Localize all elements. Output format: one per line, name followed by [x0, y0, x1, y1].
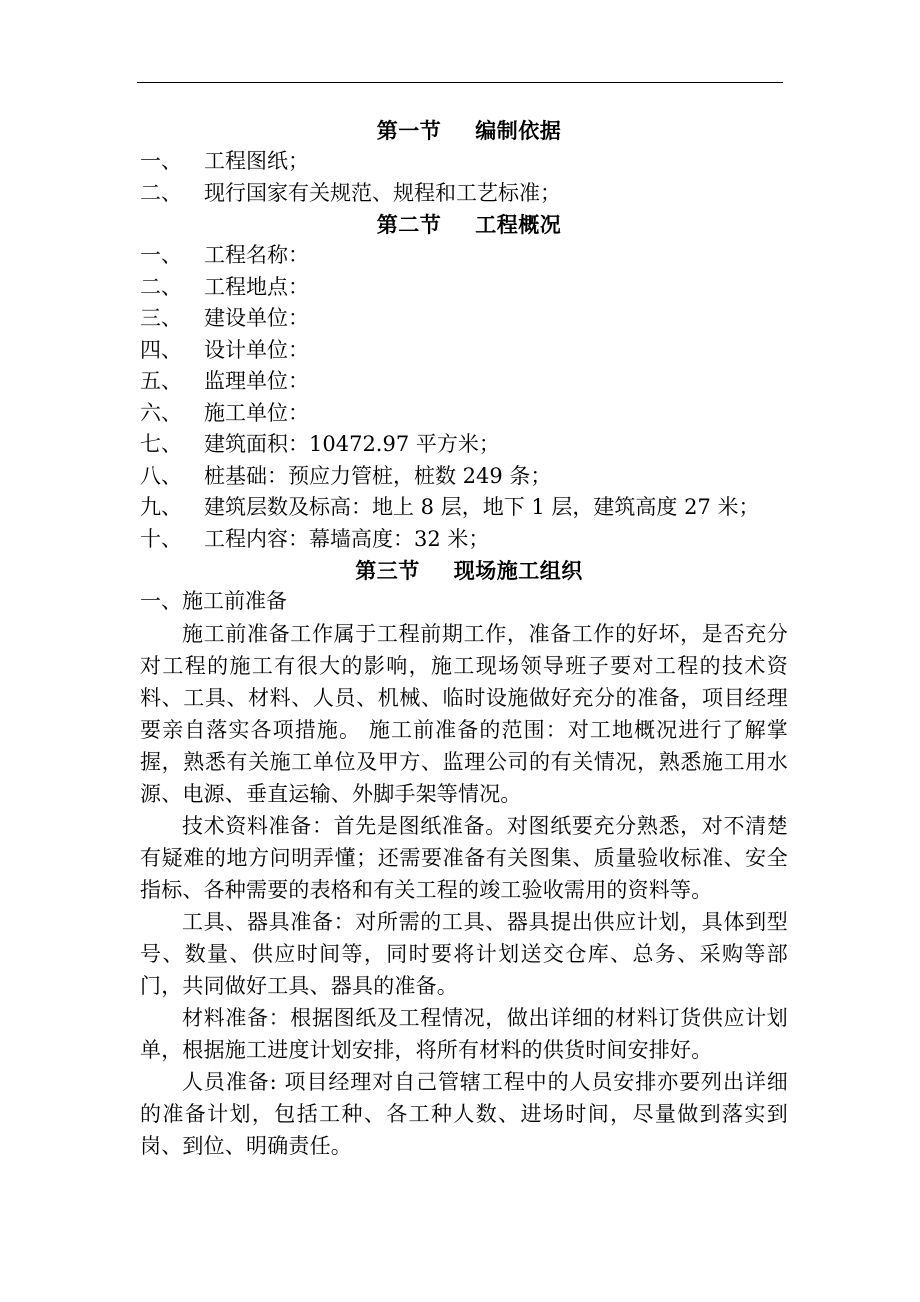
list-item-text: 工程地点： [204, 274, 309, 299]
section-1-number: 第一节 [376, 118, 442, 143]
section-3-heading [150, 555, 788, 586]
section-3-number: 第三节 [355, 558, 420, 583]
list-item-number: 三、 [140, 306, 182, 330]
list-item-number: 九、 [140, 495, 182, 519]
section-1-title: 编制依据 [475, 118, 562, 143]
list-item [140, 492, 788, 524]
document-body [140, 115, 788, 1162]
list-item-number: 六、 [140, 400, 182, 425]
list-item-text: 现行国家有关规范、规程和工艺标准； [204, 180, 561, 205]
list-item-number: 二、 [140, 180, 182, 205]
list-item-number: 二、 [140, 274, 182, 299]
paragraph: 技术资料准备：首先是图纸准备。对图纸要充分熟悉，对不清楚有疑难的地方问明弄懂；还需要准备有关图集、质量验收标准、安全指标、各种需要的表格和有关工程的竣工验收需用的资料等。 [140, 813, 788, 902]
list-item [140, 429, 788, 461]
list-item-number: 五、 [140, 369, 182, 393]
list-item-text: 建设单位： [204, 306, 309, 330]
list-item-text: 监理单位： [204, 369, 309, 393]
paragraph: 工具、器具准备：对所需的工具、器具提出供应计划，具体到型号、数量、供应时间等，同时要将计划送交仓库、总务、采购等部门，共同做好工具、器具的准备。 [140, 909, 788, 998]
list-item [140, 461, 788, 493]
list-item-text: 工程内容：幕墙高度：32 米； [204, 526, 490, 551]
list-item [140, 366, 788, 398]
list-item-text: 设计单位： [204, 337, 309, 362]
section-3-title: 现场施工组织 [453, 558, 583, 583]
list-item [140, 303, 788, 335]
section-1-heading [150, 115, 788, 146]
header-rule [137, 82, 783, 83]
list-item [140, 240, 788, 272]
list-item [140, 398, 788, 430]
list-item [140, 524, 788, 556]
subheading: 一、施工前准备 [140, 589, 287, 613]
list-item-number: 四、 [140, 337, 182, 362]
paragraph: 人员准备: 项目经理对自己管辖工程中的人员安排亦要列出详细的准备计划，包括工种、各工种人数、进场时间，尽量做到落实到岗、到位、明确责任。 [140, 1069, 788, 1158]
list-item-text: 桩基础：预应力管桩，桩数 249 条； [204, 463, 552, 488]
paragraph: 施工前准备工作属于工程前期工作，准备工作的好坏，是否充分对工程的施工有很大的影响，施工现场领导班子要对工程的技术资料、工具、材料、人员、机械、临时设施做好充分的准备，项目经理要亲自落实各项措施。 施工前准备的范围：对工地概况进行了解掌握，熟悉有关施工单位及甲方、监理公司的有关情况，熟悉施工用水源、电源、垂直运输、外脚手架等情况。 [140, 621, 788, 806]
list-item-number: 一、 [140, 243, 182, 267]
list-item [140, 272, 788, 304]
section-2-heading [150, 209, 788, 240]
list-item [140, 178, 788, 210]
list-item [140, 335, 788, 367]
list-item-number: 十、 [140, 526, 182, 551]
list-item-text: 施工单位： [204, 400, 309, 425]
list-item-number: 八、 [140, 463, 182, 488]
list-item [140, 146, 788, 178]
list-item-number: 一、 [140, 149, 182, 173]
list-item-text: 建筑层数及标高：地上 8 层，地下 1 层，建筑高度 27 米； [204, 495, 760, 519]
list-item-text: 工程名称： [204, 243, 309, 267]
paragraph: 材料准备：根据图纸及工程情况，做出详细的材料订货供应计划单，根据施工进度计划安排，将所有材料的供货时间安排好。 [140, 1005, 788, 1062]
section-2-number: 第二节 [376, 212, 442, 237]
section-2-title: 工程概况 [475, 212, 562, 237]
list-item-text: 建筑面积：10472.97 平方米； [204, 432, 500, 456]
list-item-text: 工程图纸； [204, 149, 309, 173]
list-item-number: 七、 [140, 432, 182, 456]
